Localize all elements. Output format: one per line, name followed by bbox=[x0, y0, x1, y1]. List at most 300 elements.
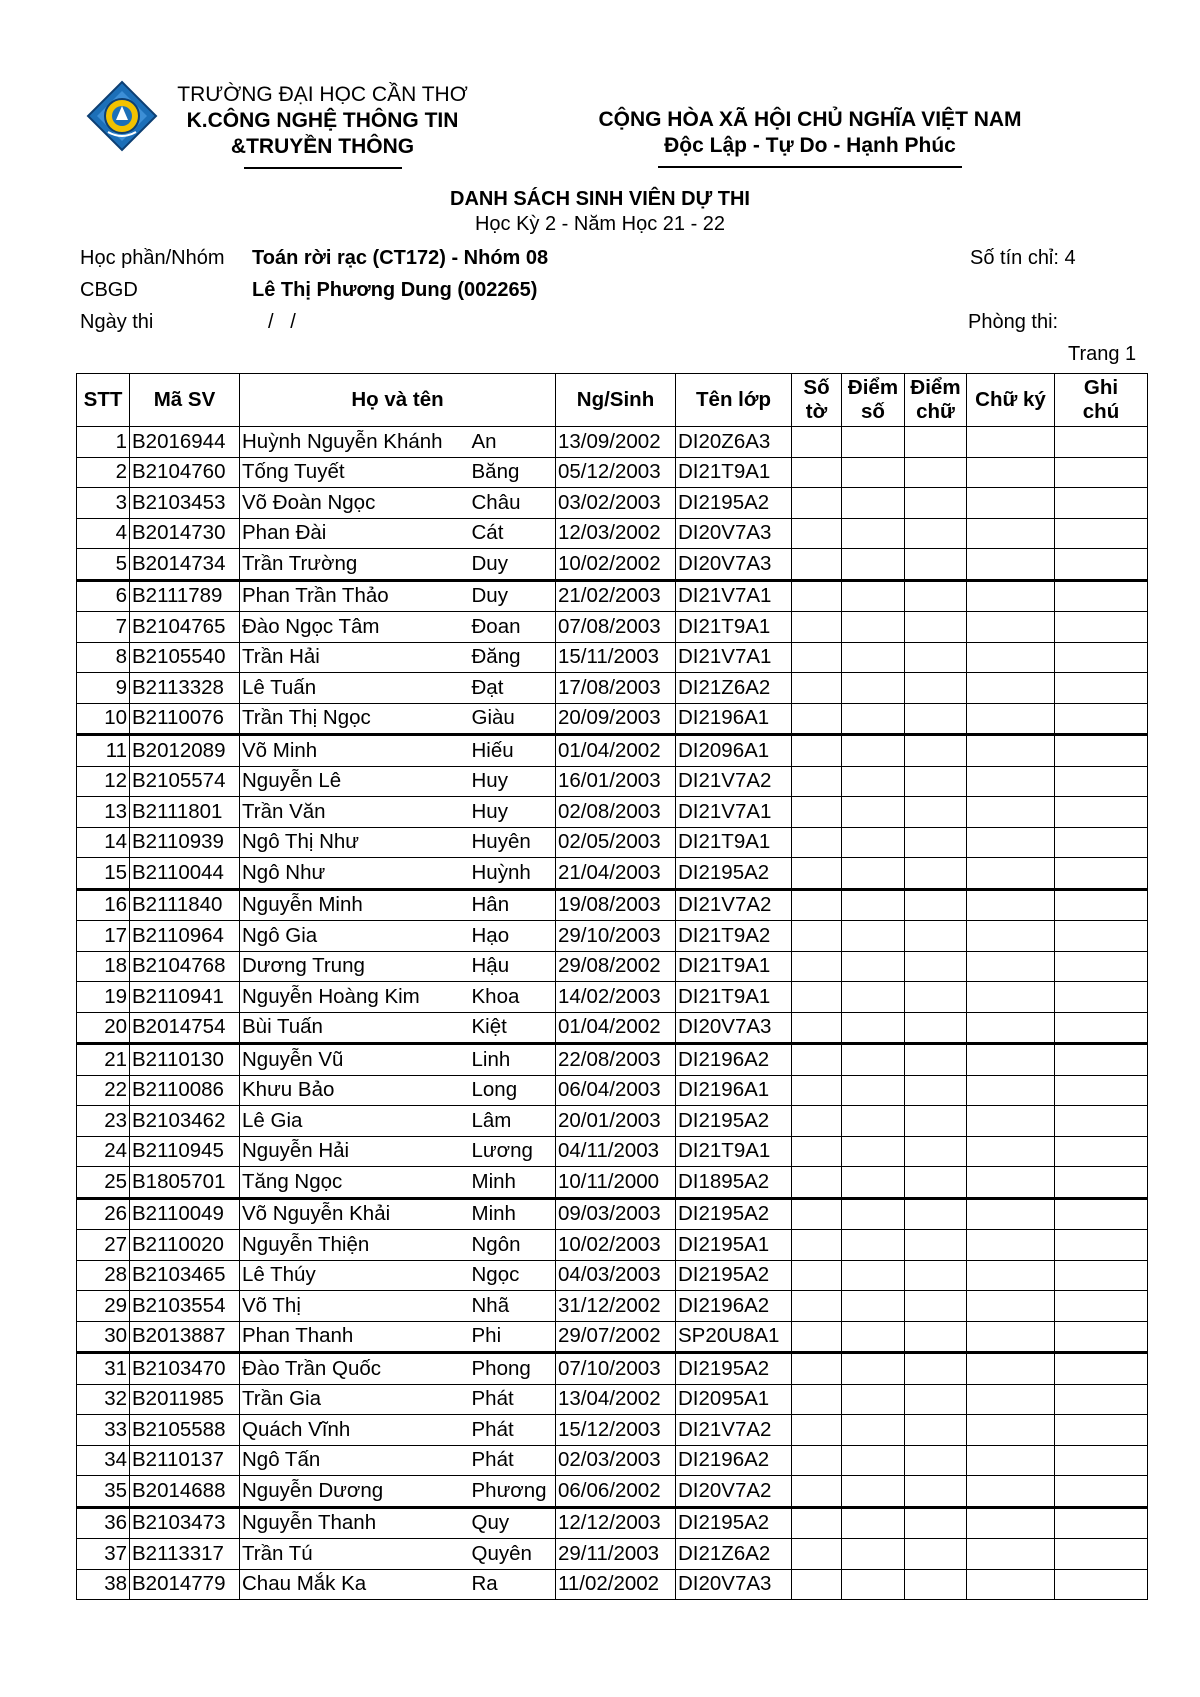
cell-given-name: Minh bbox=[470, 1198, 556, 1230]
cell-given-name: Đăng bbox=[470, 642, 556, 673]
cell-score-words[interactable] bbox=[905, 488, 967, 519]
cell-note[interactable] bbox=[1055, 580, 1148, 612]
cell-signature[interactable] bbox=[967, 951, 1055, 982]
cell-score-words[interactable] bbox=[905, 735, 967, 767]
cell-signature[interactable] bbox=[967, 1012, 1055, 1044]
cell-note[interactable] bbox=[1055, 921, 1148, 952]
cell-signature[interactable] bbox=[967, 827, 1055, 858]
cell-dob: 06/06/2002 bbox=[556, 1476, 676, 1508]
cell-note[interactable] bbox=[1055, 889, 1148, 921]
table-row bbox=[77, 858, 1148, 890]
col-header-score-number bbox=[842, 374, 905, 427]
cell-family-name: Phan Thanh bbox=[240, 1321, 470, 1353]
cell-score-words[interactable] bbox=[905, 518, 967, 549]
table-row bbox=[77, 427, 1148, 458]
cell-sheets[interactable] bbox=[792, 797, 842, 828]
cell-sheets[interactable] bbox=[792, 549, 842, 581]
cell-score-words[interactable] bbox=[905, 1291, 967, 1322]
cell-dob: 22/08/2003 bbox=[556, 1044, 676, 1076]
cell-sheets[interactable] bbox=[792, 1075, 842, 1106]
cell-signature[interactable] bbox=[967, 797, 1055, 828]
cell-score-words[interactable] bbox=[905, 951, 967, 982]
cell-signature[interactable] bbox=[967, 457, 1055, 488]
cell-score-number[interactable] bbox=[842, 518, 905, 549]
cell-class: DI2196A2 bbox=[676, 1445, 792, 1476]
cell-signature[interactable] bbox=[967, 1353, 1055, 1385]
cell-stt: 10 bbox=[77, 703, 130, 735]
cell-score-words[interactable] bbox=[905, 1321, 967, 1353]
cell-note[interactable] bbox=[1055, 1167, 1148, 1199]
cell-score-number[interactable] bbox=[842, 1569, 905, 1600]
cell-class: DI21Z6A2 bbox=[676, 673, 792, 704]
cell-stt: 5 bbox=[77, 549, 130, 581]
cell-signature[interactable] bbox=[967, 427, 1055, 458]
cell-score-words[interactable] bbox=[905, 703, 967, 735]
cell-family-name: Võ Nguyễn Khải bbox=[240, 1198, 470, 1230]
table-row bbox=[77, 1476, 1148, 1508]
cell-signature[interactable] bbox=[967, 1445, 1055, 1476]
cell-given-name: Ra bbox=[470, 1569, 556, 1600]
cell-score-words[interactable] bbox=[905, 580, 967, 612]
cell-note[interactable] bbox=[1055, 642, 1148, 673]
cell-sheets[interactable] bbox=[792, 1198, 842, 1230]
cell-note[interactable] bbox=[1055, 735, 1148, 767]
cell-note[interactable] bbox=[1055, 1539, 1148, 1570]
cell-sheets[interactable] bbox=[792, 1291, 842, 1322]
cell-given-name: Nhã bbox=[470, 1291, 556, 1322]
cell-sheets[interactable] bbox=[792, 858, 842, 890]
cell-score-number[interactable] bbox=[842, 735, 905, 767]
cell-sheets[interactable] bbox=[792, 1415, 842, 1446]
header-right-divider bbox=[658, 166, 962, 168]
cell-stt: 36 bbox=[77, 1507, 130, 1539]
cell-dob: 11/02/2002 bbox=[556, 1569, 676, 1600]
cell-score-number[interactable] bbox=[842, 1230, 905, 1261]
cell-student-id: B2103453 bbox=[130, 488, 240, 519]
cell-score-words[interactable] bbox=[905, 642, 967, 673]
cell-student-id: B2104765 bbox=[130, 612, 240, 643]
cell-signature[interactable] bbox=[967, 1198, 1055, 1230]
cell-score-words[interactable] bbox=[905, 1445, 967, 1476]
cell-score-number[interactable] bbox=[842, 427, 905, 458]
cell-class: DI1895A2 bbox=[676, 1167, 792, 1199]
cell-signature[interactable] bbox=[967, 1044, 1055, 1076]
col-header-score-number-line1: Điểm bbox=[847, 376, 899, 399]
cell-stt: 28 bbox=[77, 1260, 130, 1291]
cell-score-words[interactable] bbox=[905, 1260, 967, 1291]
cell-score-number[interactable] bbox=[842, 1075, 905, 1106]
cell-sheets[interactable] bbox=[792, 921, 842, 952]
cell-score-number[interactable] bbox=[842, 766, 905, 797]
cell-note[interactable] bbox=[1055, 549, 1148, 581]
cell-note[interactable] bbox=[1055, 457, 1148, 488]
cell-score-words[interactable] bbox=[905, 1106, 967, 1137]
cell-sheets[interactable] bbox=[792, 1230, 842, 1261]
cell-class: DI20V7A2 bbox=[676, 1476, 792, 1508]
cell-note[interactable] bbox=[1055, 612, 1148, 643]
cell-stt: 14 bbox=[77, 827, 130, 858]
cell-stt: 6 bbox=[77, 580, 130, 612]
cell-score-number[interactable] bbox=[842, 982, 905, 1013]
cell-student-id: B2110130 bbox=[130, 1044, 240, 1076]
cell-note[interactable] bbox=[1055, 827, 1148, 858]
cell-sheets[interactable] bbox=[792, 1012, 842, 1044]
cell-score-number[interactable] bbox=[842, 1291, 905, 1322]
cell-score-words[interactable] bbox=[905, 549, 967, 581]
col-header-student-id: Mã SV bbox=[130, 374, 240, 427]
cell-class: DI2195A2 bbox=[676, 1260, 792, 1291]
cell-given-name: Phát bbox=[470, 1445, 556, 1476]
cell-score-number[interactable] bbox=[842, 549, 905, 581]
cell-class: DI20V7A3 bbox=[676, 1012, 792, 1044]
cell-sheets[interactable] bbox=[792, 1445, 842, 1476]
cell-student-id: B2110076 bbox=[130, 703, 240, 735]
cell-sheets[interactable] bbox=[792, 951, 842, 982]
cell-signature[interactable] bbox=[967, 921, 1055, 952]
cell-score-words[interactable] bbox=[905, 457, 967, 488]
cell-score-number[interactable] bbox=[842, 1044, 905, 1076]
cell-note[interactable] bbox=[1055, 797, 1148, 828]
cell-sheets[interactable] bbox=[792, 1384, 842, 1415]
cell-score-number[interactable] bbox=[842, 703, 905, 735]
cell-stt: 37 bbox=[77, 1539, 130, 1570]
cell-sheets[interactable] bbox=[792, 1136, 842, 1167]
cell-given-name: Huy bbox=[470, 766, 556, 797]
exam-date-value: / / bbox=[268, 311, 296, 333]
cell-signature[interactable] bbox=[967, 1321, 1055, 1353]
cell-class: DI2195A2 bbox=[676, 1353, 792, 1385]
cell-sheets[interactable] bbox=[792, 827, 842, 858]
cell-score-number[interactable] bbox=[842, 1476, 905, 1508]
cell-given-name: Quyên bbox=[470, 1539, 556, 1570]
cell-sheets[interactable] bbox=[792, 457, 842, 488]
cell-class: DI2195A2 bbox=[676, 858, 792, 890]
cell-signature[interactable] bbox=[967, 1569, 1055, 1600]
cell-score-words[interactable] bbox=[905, 673, 967, 704]
exam-date-label: Ngày thi bbox=[80, 311, 154, 333]
cell-score-number[interactable] bbox=[842, 673, 905, 704]
cell-dob: 06/04/2003 bbox=[556, 1075, 676, 1106]
cell-signature[interactable] bbox=[967, 1415, 1055, 1446]
cell-note[interactable] bbox=[1055, 982, 1148, 1013]
cell-sheets[interactable] bbox=[792, 1476, 842, 1508]
cell-sheets[interactable] bbox=[792, 1353, 842, 1385]
cell-signature[interactable] bbox=[967, 858, 1055, 890]
cell-note[interactable] bbox=[1055, 1321, 1148, 1353]
cell-family-name: Trần Văn bbox=[240, 797, 470, 828]
cell-note[interactable] bbox=[1055, 1569, 1148, 1600]
table-row bbox=[77, 1198, 1148, 1230]
cell-stt: 22 bbox=[77, 1075, 130, 1106]
cell-sheets[interactable] bbox=[792, 766, 842, 797]
cell-dob: 29/10/2003 bbox=[556, 921, 676, 952]
cell-note[interactable] bbox=[1055, 1415, 1148, 1446]
col-header-score-words-line1: Điểm bbox=[910, 376, 961, 399]
cell-dob: 10/02/2002 bbox=[556, 549, 676, 581]
table-row bbox=[77, 1539, 1148, 1570]
cell-student-id: B2103462 bbox=[130, 1106, 240, 1137]
cell-note[interactable] bbox=[1055, 1230, 1148, 1261]
cell-signature[interactable] bbox=[967, 1507, 1055, 1539]
table-row bbox=[77, 1569, 1148, 1600]
cell-class: DI2196A2 bbox=[676, 1044, 792, 1076]
cell-given-name: Phát bbox=[470, 1384, 556, 1415]
table-row bbox=[77, 1075, 1148, 1106]
cell-score-number[interactable] bbox=[842, 1384, 905, 1415]
table-row bbox=[77, 457, 1148, 488]
cell-signature[interactable] bbox=[967, 518, 1055, 549]
cell-sheets[interactable] bbox=[792, 1044, 842, 1076]
cell-sheets[interactable] bbox=[792, 1539, 842, 1570]
cell-note[interactable] bbox=[1055, 1106, 1148, 1137]
col-header-score-number-line2: số bbox=[861, 400, 885, 423]
cell-score-words[interactable] bbox=[905, 427, 967, 458]
cell-score-number[interactable] bbox=[842, 1415, 905, 1446]
cell-sheets[interactable] bbox=[792, 735, 842, 767]
cell-sheets[interactable] bbox=[792, 1167, 842, 1199]
cell-note[interactable] bbox=[1055, 518, 1148, 549]
table-row bbox=[77, 673, 1148, 704]
cell-family-name: Ngô Như bbox=[240, 858, 470, 890]
cell-note[interactable] bbox=[1055, 1075, 1148, 1106]
cell-sheets[interactable] bbox=[792, 427, 842, 458]
cell-dob: 10/11/2000 bbox=[556, 1167, 676, 1199]
cell-sheets[interactable] bbox=[792, 612, 842, 643]
cell-score-number[interactable] bbox=[842, 642, 905, 673]
cell-note[interactable] bbox=[1055, 673, 1148, 704]
cell-score-number[interactable] bbox=[842, 1106, 905, 1137]
cell-score-number[interactable] bbox=[842, 1167, 905, 1199]
cell-family-name: Lê Tuấn bbox=[240, 673, 470, 704]
cell-family-name: Trần Gia bbox=[240, 1384, 470, 1415]
cell-student-id: B2110044 bbox=[130, 858, 240, 890]
cell-score-number[interactable] bbox=[842, 457, 905, 488]
cell-score-words[interactable] bbox=[905, 1230, 967, 1261]
cell-score-number[interactable] bbox=[842, 1198, 905, 1230]
cell-sheets[interactable] bbox=[792, 1260, 842, 1291]
cell-score-number[interactable] bbox=[842, 1507, 905, 1539]
cell-given-name: Giàu bbox=[470, 703, 556, 735]
cell-student-id: B2013887 bbox=[130, 1321, 240, 1353]
col-header-class: Tên lớp bbox=[676, 374, 792, 427]
cell-signature[interactable] bbox=[967, 1539, 1055, 1570]
cell-signature[interactable] bbox=[967, 982, 1055, 1013]
cell-signature[interactable] bbox=[967, 1136, 1055, 1167]
cell-note[interactable] bbox=[1055, 427, 1148, 458]
cell-signature[interactable] bbox=[967, 1476, 1055, 1508]
cell-score-words[interactable] bbox=[905, 827, 967, 858]
cell-score-words[interactable] bbox=[905, 766, 967, 797]
cell-stt: 15 bbox=[77, 858, 130, 890]
cell-given-name: Kiệt bbox=[470, 1012, 556, 1044]
cell-student-id: B2014730 bbox=[130, 518, 240, 549]
cell-score-number[interactable] bbox=[842, 1445, 905, 1476]
cell-note[interactable] bbox=[1055, 1198, 1148, 1230]
cell-sheets[interactable] bbox=[792, 1106, 842, 1137]
cell-student-id: B2111789 bbox=[130, 580, 240, 612]
cell-note[interactable] bbox=[1055, 703, 1148, 735]
cell-note[interactable] bbox=[1055, 1044, 1148, 1076]
cell-sheets[interactable] bbox=[792, 642, 842, 673]
cell-sheets[interactable] bbox=[792, 1507, 842, 1539]
cell-given-name: Lương bbox=[470, 1136, 556, 1167]
cell-family-name: Lê Gia bbox=[240, 1106, 470, 1137]
cell-signature[interactable] bbox=[967, 1075, 1055, 1106]
republic-name: CỘNG HÒA XÃ HỘI CHỦ NGHĨA VIỆT NAM bbox=[598, 108, 1022, 131]
cell-score-words[interactable] bbox=[905, 612, 967, 643]
cell-signature[interactable] bbox=[967, 642, 1055, 673]
cell-signature[interactable] bbox=[967, 549, 1055, 581]
cell-score-number[interactable] bbox=[842, 1321, 905, 1353]
cell-stt: 18 bbox=[77, 951, 130, 982]
cell-given-name: Hậu bbox=[470, 951, 556, 982]
cell-signature[interactable] bbox=[967, 488, 1055, 519]
cell-score-words[interactable] bbox=[905, 982, 967, 1013]
table-row bbox=[77, 580, 1148, 612]
table-row bbox=[77, 951, 1148, 982]
cell-score-number[interactable] bbox=[842, 1260, 905, 1291]
cell-sheets[interactable] bbox=[792, 580, 842, 612]
cell-sheets[interactable] bbox=[792, 982, 842, 1013]
cell-signature[interactable] bbox=[967, 1291, 1055, 1322]
cell-score-words[interactable] bbox=[905, 889, 967, 921]
cell-score-number[interactable] bbox=[842, 797, 905, 828]
cell-signature[interactable] bbox=[967, 703, 1055, 735]
cell-score-words[interactable] bbox=[905, 858, 967, 890]
cell-score-number[interactable] bbox=[842, 1539, 905, 1570]
cell-score-number[interactable] bbox=[842, 1353, 905, 1385]
cell-given-name: Ngôn bbox=[470, 1230, 556, 1261]
cell-dob: 02/05/2003 bbox=[556, 827, 676, 858]
cell-student-id: B2110049 bbox=[130, 1198, 240, 1230]
cell-class: DI21V7A2 bbox=[676, 1415, 792, 1446]
cell-stt: 7 bbox=[77, 612, 130, 643]
cell-family-name: Trần Tú bbox=[240, 1539, 470, 1570]
cell-family-name: Nguyễn Lê bbox=[240, 766, 470, 797]
cell-score-number[interactable] bbox=[842, 827, 905, 858]
cell-score-words[interactable] bbox=[905, 797, 967, 828]
cell-given-name: Huy bbox=[470, 797, 556, 828]
cell-dob: 16/01/2003 bbox=[556, 766, 676, 797]
cell-score-words[interactable] bbox=[905, 1353, 967, 1385]
col-header-sheets-line1: Số bbox=[803, 376, 830, 399]
cell-sheets[interactable] bbox=[792, 518, 842, 549]
cell-given-name: Ngọc bbox=[470, 1260, 556, 1291]
cell-stt: 1 bbox=[77, 427, 130, 458]
cell-score-number[interactable] bbox=[842, 921, 905, 952]
cell-family-name: Khưu Bảo bbox=[240, 1075, 470, 1106]
cell-dob: 17/08/2003 bbox=[556, 673, 676, 704]
cell-score-number[interactable] bbox=[842, 612, 905, 643]
cell-stt: 29 bbox=[77, 1291, 130, 1322]
cell-signature[interactable] bbox=[967, 735, 1055, 767]
cell-sheets[interactable] bbox=[792, 1321, 842, 1353]
cell-note[interactable] bbox=[1055, 1291, 1148, 1322]
cell-score-number[interactable] bbox=[842, 1012, 905, 1044]
cell-family-name: Lê Thúy bbox=[240, 1260, 470, 1291]
cell-score-number[interactable] bbox=[842, 858, 905, 890]
cell-signature[interactable] bbox=[967, 1384, 1055, 1415]
cell-family-name: Chau Mắk Ka bbox=[240, 1569, 470, 1600]
cell-score-words[interactable] bbox=[905, 1012, 967, 1044]
cell-student-id: B2104760 bbox=[130, 457, 240, 488]
cell-score-number[interactable] bbox=[842, 1136, 905, 1167]
cell-family-name: Tăng Ngọc bbox=[240, 1167, 470, 1199]
cell-note[interactable] bbox=[1055, 1012, 1148, 1044]
cell-signature[interactable] bbox=[967, 1167, 1055, 1199]
cell-signature[interactable] bbox=[967, 1260, 1055, 1291]
cell-given-name: Duy bbox=[470, 549, 556, 581]
cell-signature[interactable] bbox=[967, 1230, 1055, 1261]
cell-note[interactable] bbox=[1055, 1476, 1148, 1508]
cell-note[interactable] bbox=[1055, 1136, 1148, 1167]
cell-score-number[interactable] bbox=[842, 580, 905, 612]
cell-note[interactable] bbox=[1055, 1445, 1148, 1476]
cell-note[interactable] bbox=[1055, 1353, 1148, 1385]
cell-sheets[interactable] bbox=[792, 1569, 842, 1600]
cell-score-words[interactable] bbox=[905, 1198, 967, 1230]
cell-family-name: Dương Trung bbox=[240, 951, 470, 982]
cell-score-words[interactable] bbox=[905, 1539, 967, 1570]
cell-score-number[interactable] bbox=[842, 951, 905, 982]
cell-sheets[interactable] bbox=[792, 703, 842, 735]
cell-signature[interactable] bbox=[967, 889, 1055, 921]
cell-class: DI21V7A1 bbox=[676, 642, 792, 673]
cell-score-words[interactable] bbox=[905, 1415, 967, 1446]
table-row bbox=[77, 518, 1148, 549]
cell-signature[interactable] bbox=[967, 580, 1055, 612]
cell-sheets[interactable] bbox=[792, 889, 842, 921]
cell-score-words[interactable] bbox=[905, 1075, 967, 1106]
cell-sheets[interactable] bbox=[792, 673, 842, 704]
col-header-full-name: Họ và tên bbox=[240, 374, 556, 427]
cell-score-words[interactable] bbox=[905, 1044, 967, 1076]
cell-signature[interactable] bbox=[967, 612, 1055, 643]
cell-class: DI21T9A1 bbox=[676, 612, 792, 643]
cell-note[interactable] bbox=[1055, 766, 1148, 797]
cell-score-number[interactable] bbox=[842, 488, 905, 519]
cell-given-name: Phong bbox=[470, 1353, 556, 1385]
cell-signature[interactable] bbox=[967, 766, 1055, 797]
cell-given-name: Hạo bbox=[470, 921, 556, 952]
cell-note[interactable] bbox=[1055, 1384, 1148, 1415]
cell-sheets[interactable] bbox=[792, 488, 842, 519]
cell-score-number[interactable] bbox=[842, 889, 905, 921]
cell-dob: 15/11/2003 bbox=[556, 642, 676, 673]
cell-score-words[interactable] bbox=[905, 1476, 967, 1508]
cell-class: DI21Z6A2 bbox=[676, 1539, 792, 1570]
cell-score-words[interactable] bbox=[905, 921, 967, 952]
cell-note[interactable] bbox=[1055, 488, 1148, 519]
cell-score-words[interactable] bbox=[905, 1384, 967, 1415]
cell-score-words[interactable] bbox=[905, 1569, 967, 1600]
cell-score-words[interactable] bbox=[905, 1507, 967, 1539]
cell-signature[interactable] bbox=[967, 673, 1055, 704]
cell-note[interactable] bbox=[1055, 951, 1148, 982]
table-row bbox=[77, 549, 1148, 581]
cell-note[interactable] bbox=[1055, 1260, 1148, 1291]
cell-class: DI21V7A2 bbox=[676, 889, 792, 921]
cell-note[interactable] bbox=[1055, 1507, 1148, 1539]
cell-given-name: Phi bbox=[470, 1321, 556, 1353]
cell-score-words[interactable] bbox=[905, 1136, 967, 1167]
cell-dob: 13/04/2002 bbox=[556, 1384, 676, 1415]
cell-signature[interactable] bbox=[967, 1106, 1055, 1137]
table-body bbox=[77, 427, 1148, 1600]
cell-given-name: Quy bbox=[470, 1507, 556, 1539]
cell-note[interactable] bbox=[1055, 858, 1148, 890]
cell-score-words[interactable] bbox=[905, 1167, 967, 1199]
